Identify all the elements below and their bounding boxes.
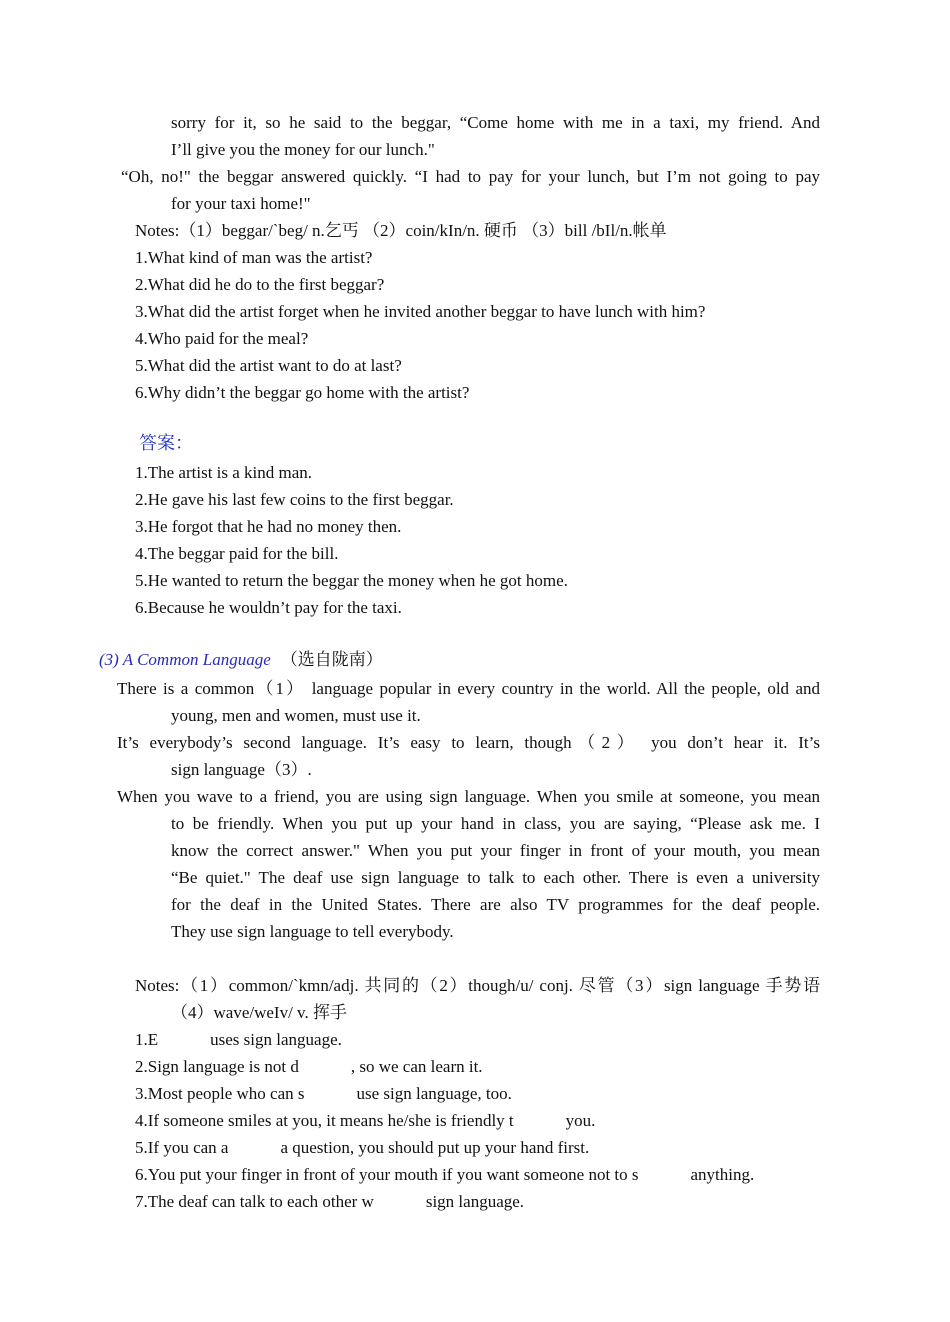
question: 2.What did he do to the first beggar? [135,275,385,294]
story-line: for your taxi home!" [171,194,311,213]
story-line: “Oh, no!" the beggar answered quickly. “I had to pay for your lunch, but I’m not going to pay [121,167,820,186]
exercise-item [135,1107,595,1134]
vocab-notes: Notes:（1）common/`kmn/adj. 共同的（2）though/u/ conj. 尽管（3）sign language 手势语 [135,976,820,995]
exercise-text: anything. [690,1165,755,1184]
question: 6.Why didn’t the beggar go home with the artist? [135,383,470,402]
answer: 4.The beggar paid for the bill. [135,544,339,563]
exercise-item [135,1188,524,1215]
section-source: （选自陇南） [280,650,383,669]
vocab-notes: （4）wave/weIv/ v. 挥手 [171,1003,347,1022]
exercise-text: use sign language, too. [356,1084,512,1103]
passage-line: They use sign language to tell everybody. [171,922,454,941]
exercise-text: you. [565,1111,596,1130]
answer: 2.He gave his last few coins to the first beggar. [135,490,454,509]
exercise-text: uses sign language. [210,1030,342,1049]
exercise-text: 3.Most people who can s [135,1084,305,1103]
answer: 3.He forgot that he had no money then. [135,517,402,536]
passage-line: for the deaf in the United States. There are also TV programmes for the deaf people. [171,895,820,914]
passage-line: sign language（3）. [171,760,312,779]
answer-heading: 答案： [139,433,193,454]
exercise-text: , so we can learn it. [350,1057,483,1076]
question: 5.What did the artist want to do at last? [135,356,402,375]
exercise-text: 6.You put your finger in front of your mouth if you want someone not to s [135,1165,639,1184]
exercise-text: 2.Sign language is not d [135,1057,299,1076]
passage-line: It’s everybody’s second language. It’s easy to learn, though（2） you don’t hear it. It’s [117,733,820,752]
story-line: I’ll give you the money for our lunch." [171,140,435,159]
answer: 5.He wanted to return the beggar the money when he got home. [135,571,568,590]
exercise-item [135,1053,483,1080]
passage-line: know the correct answer." When you put your finger in front of your mouth, you mean [171,841,820,860]
answer: 6.Because he wouldn’t pay for the taxi. [135,598,402,617]
exercise-text: 4.If someone smiles at you, it means he/she is friendly t [135,1111,514,1130]
exercise-item [135,1026,342,1053]
exercise-item [135,1080,512,1107]
passage-line: to be friendly. When you put up your hand in class, you are saying, “Please ask me. I [171,814,820,833]
question: 1.What kind of man was the artist? [135,248,373,267]
passage-line: There is a common（1） language popular in every country in the world. All the people, old and [117,679,820,698]
exercise-text: sign language. [425,1192,525,1211]
exercise-item [135,1134,589,1161]
exercise-item [135,1161,754,1188]
question: 4.Who paid for the meal? [135,329,309,348]
story-line: sorry for it, so he said to the beggar, “Come home with me in a taxi, my friend. And [171,113,820,132]
section-title-text: (3) A Common Language [99,650,271,669]
exercise-text: 5.If you can a [135,1138,229,1157]
exercise-text: a question, you should put up your hand first. [280,1138,590,1157]
question: 3.What did the artist forget when he invited another beggar to have lunch with him? [135,302,706,321]
passage-line: When you wave to a friend, you are using sign language. When you smile at someone, you mean [117,787,820,806]
exercise-text: 1.E [135,1030,159,1049]
passage-line: young, men and women, must use it. [171,706,421,725]
answer: 1.The artist is a kind man. [135,463,313,482]
section-title [99,646,383,673]
exercise-text: 7.The deaf can talk to each other w [135,1192,374,1211]
vocab-notes: Notes:（1）beggar/`beg/ n.乞丐 （2）coin/kIn/n. 硬币 （3）bill /bIl/n.帐单 [135,221,667,240]
passage-line: “Be quiet." The deaf use sign language to talk to each other. There is even a university [171,868,820,887]
